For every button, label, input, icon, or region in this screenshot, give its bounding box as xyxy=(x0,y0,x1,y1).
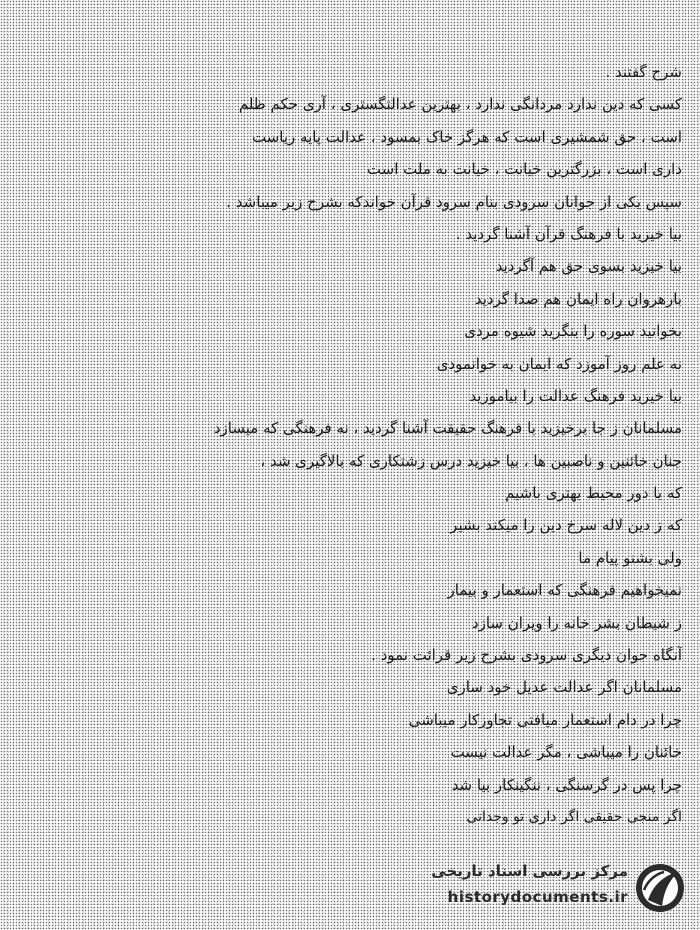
text-line: ز شیطان بشر خانه را ویران سازد xyxy=(471,613,682,632)
text-line: بارهروان راه ایمان هم صدا گردید xyxy=(474,289,682,308)
text-line: سپس یکی از جوانان سرودی بنام سرود قرآن خواندکه بشرح زیر میباشد . xyxy=(226,192,682,211)
text-line: مسلمانان ز جا برخیزید با فرهنگ حقیقت آشنا گردید ، نه فرهنگی که میسازد xyxy=(213,419,682,438)
text-line: آنگاه جوان دیگری سرودی بشرح زیر قرائت نمود . xyxy=(371,646,682,665)
document-body xyxy=(12,56,682,833)
text-line: ولی بشنو پیام ما xyxy=(578,548,682,567)
text-line: که ز دین لاله سرخ دین را میکند بشیر xyxy=(450,516,682,535)
text-line: بیا خیزید فرهنگ عدالت را بیاموزید xyxy=(469,386,682,405)
text-line: شرح گفتند . xyxy=(605,63,682,81)
text-line: چرا پس در گرسنگی ، ننگینکار بیا شد xyxy=(451,775,682,794)
text-line: داری است ، بزرگترین خیانت ، خیانت به ملت است xyxy=(366,160,682,179)
text-line: کسی که دین ندارد مردانگی ندارد ، بهترین عدالتگستری ، آری حکم ظلم xyxy=(238,95,682,114)
text-line: بخوانید سوره را بنگرید شیوه مردی xyxy=(464,322,682,341)
text-line: خائنان را میباشی ، مگر عدالت نیست xyxy=(450,743,682,762)
text-line: نمیخواهیم فرهنگی که استعمار و بیمار xyxy=(447,581,682,600)
text-line: است ، حق شمشیری است که هرگز خاک بمسود ، عدالت پایه ریاست xyxy=(251,127,682,146)
text-line: چرا در دام استعمار میافتی تجاوزکار میباشی xyxy=(408,710,682,729)
watermark-title: مرکز بررسی اسناد تاریخی xyxy=(431,862,628,880)
text-line: نه علم روز آموزد که ایمان به خوانمودی xyxy=(436,354,682,373)
archive-seal-icon xyxy=(634,860,686,916)
watermark-url: historydocuments.ir xyxy=(447,888,628,906)
text-line: بیا خیزید بسوی حق هم آگردید xyxy=(495,257,682,276)
text-line: جنان خائنین و ناصبین ها ، بیا خیزید درس زشتکاری که بالاگیری شد ، xyxy=(260,451,682,470)
text-line: مسلمانان اگر عدالت عدیل خود سازی xyxy=(446,678,682,697)
text-line: اگر منجی حقیقی اگر داری تو وجدانی xyxy=(466,808,682,825)
text-line: بیا خیزید با فرهنگ قرآن آشنا گردید . xyxy=(455,224,682,243)
text-line: که با دور محیط بهتری باشیم xyxy=(505,484,682,503)
watermark xyxy=(396,858,686,918)
